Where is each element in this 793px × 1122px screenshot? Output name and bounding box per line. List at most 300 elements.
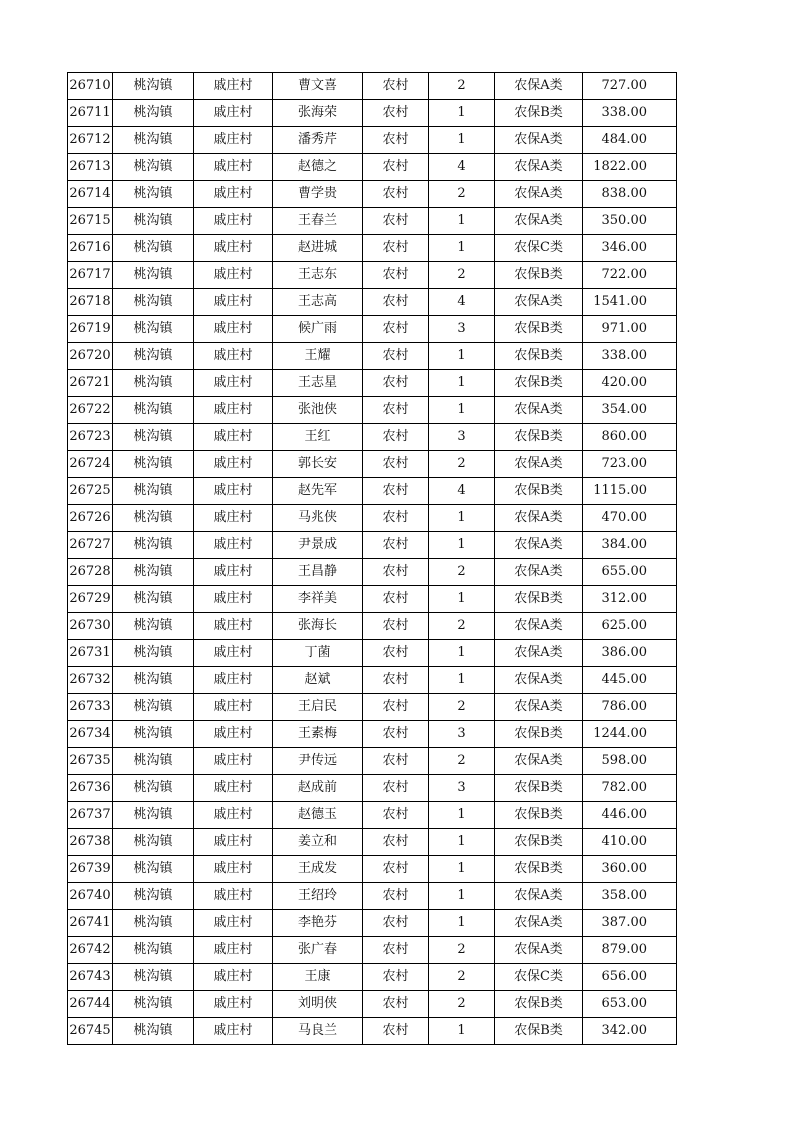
name-cell: 张池侠 [273, 397, 363, 424]
insurance-class-cell: 农保B类 [495, 100, 583, 127]
insurance-class-cell: 农保A类 [495, 667, 583, 694]
township-cell: 桃沟镇 [113, 964, 194, 991]
township-cell: 桃沟镇 [113, 775, 194, 802]
name-cell: 王春兰 [273, 208, 363, 235]
record-id-cell: 26718 [68, 289, 113, 316]
household-size-cell: 1 [429, 235, 495, 262]
name-cell: 候广雨 [273, 316, 363, 343]
household-size-cell: 2 [429, 181, 495, 208]
household-size-cell: 1 [429, 343, 495, 370]
table-row [68, 235, 677, 262]
village-cell: 戚庄村 [194, 343, 273, 370]
table-row [68, 640, 677, 667]
name-cell: 王耀 [273, 343, 363, 370]
insurance-class-cell: 农保C类 [495, 235, 583, 262]
amount-cell: 782.00 [583, 775, 677, 802]
name-cell: 李祥美 [273, 586, 363, 613]
record-id-cell: 26730 [68, 613, 113, 640]
record-id-cell: 26742 [68, 937, 113, 964]
amount-cell: 338.00 [583, 343, 677, 370]
insurance-class-cell: 农保A类 [495, 397, 583, 424]
insurance-class-cell: 农保A类 [495, 559, 583, 586]
amount-cell: 358.00 [583, 883, 677, 910]
insurance-class-cell: 农保A类 [495, 613, 583, 640]
township-cell: 桃沟镇 [113, 424, 194, 451]
township-cell: 桃沟镇 [113, 721, 194, 748]
name-cell: 赵进城 [273, 235, 363, 262]
area-type-cell: 农村 [363, 208, 429, 235]
name-cell: 张海荣 [273, 100, 363, 127]
table-row [68, 991, 677, 1018]
name-cell: 丁菌 [273, 640, 363, 667]
record-id-cell: 26736 [68, 775, 113, 802]
amount-cell: 723.00 [583, 451, 677, 478]
household-size-cell: 1 [429, 856, 495, 883]
household-size-cell: 1 [429, 640, 495, 667]
village-cell: 戚庄村 [194, 640, 273, 667]
table-row [68, 586, 677, 613]
area-type-cell: 农村 [363, 505, 429, 532]
name-cell: 王启民 [273, 694, 363, 721]
township-cell: 桃沟镇 [113, 370, 194, 397]
table-row [68, 667, 677, 694]
insurance-class-cell: 农保A类 [495, 127, 583, 154]
record-id-cell: 26715 [68, 208, 113, 235]
village-cell: 戚庄村 [194, 235, 273, 262]
record-id-cell: 26738 [68, 829, 113, 856]
record-id-cell: 26710 [68, 73, 113, 100]
household-size-cell: 1 [429, 505, 495, 532]
insurance-class-cell: 农保B类 [495, 802, 583, 829]
household-size-cell: 2 [429, 991, 495, 1018]
area-type-cell: 农村 [363, 73, 429, 100]
area-type-cell: 农村 [363, 721, 429, 748]
record-id-cell: 26737 [68, 802, 113, 829]
amount-cell: 446.00 [583, 802, 677, 829]
name-cell: 赵成前 [273, 775, 363, 802]
township-cell: 桃沟镇 [113, 181, 194, 208]
name-cell: 赵德玉 [273, 802, 363, 829]
record-id-cell: 26711 [68, 100, 113, 127]
area-type-cell: 农村 [363, 802, 429, 829]
village-cell: 戚庄村 [194, 532, 273, 559]
village-cell: 戚庄村 [194, 883, 273, 910]
insurance-class-cell: 农保B类 [495, 991, 583, 1018]
record-id-cell: 26713 [68, 154, 113, 181]
name-cell: 赵斌 [273, 667, 363, 694]
area-type-cell: 农村 [363, 154, 429, 181]
household-size-cell: 1 [429, 586, 495, 613]
household-size-cell: 1 [429, 127, 495, 154]
amount-cell: 360.00 [583, 856, 677, 883]
record-id-cell: 26743 [68, 964, 113, 991]
village-cell: 戚庄村 [194, 775, 273, 802]
name-cell: 王红 [273, 424, 363, 451]
name-cell: 王志东 [273, 262, 363, 289]
table-row [68, 694, 677, 721]
name-cell: 王绍玲 [273, 883, 363, 910]
village-cell: 戚庄村 [194, 937, 273, 964]
township-cell: 桃沟镇 [113, 802, 194, 829]
township-cell: 桃沟镇 [113, 991, 194, 1018]
township-cell: 桃沟镇 [113, 343, 194, 370]
township-cell: 桃沟镇 [113, 613, 194, 640]
village-cell: 戚庄村 [194, 694, 273, 721]
household-size-cell: 2 [429, 937, 495, 964]
amount-cell: 384.00 [583, 532, 677, 559]
insurance-class-cell: 农保A类 [495, 154, 583, 181]
area-type-cell: 农村 [363, 424, 429, 451]
table-row [68, 289, 677, 316]
insurance-class-cell: 农保B类 [495, 262, 583, 289]
village-cell: 戚庄村 [194, 154, 273, 181]
record-id-cell: 26719 [68, 316, 113, 343]
name-cell: 李艳芬 [273, 910, 363, 937]
township-cell: 桃沟镇 [113, 532, 194, 559]
insurance-class-cell: 农保B类 [495, 370, 583, 397]
household-size-cell: 4 [429, 478, 495, 505]
amount-cell: 656.00 [583, 964, 677, 991]
insurance-class-cell: 农保B类 [495, 316, 583, 343]
household-size-cell: 3 [429, 775, 495, 802]
record-id-cell: 26744 [68, 991, 113, 1018]
township-cell: 桃沟镇 [113, 100, 194, 127]
village-cell: 戚庄村 [194, 397, 273, 424]
amount-cell: 722.00 [583, 262, 677, 289]
record-id-cell: 26739 [68, 856, 113, 883]
household-size-cell: 1 [429, 883, 495, 910]
area-type-cell: 农村 [363, 748, 429, 775]
name-cell: 曹文喜 [273, 73, 363, 100]
amount-cell: 1541.00 [583, 289, 677, 316]
record-id-cell: 26729 [68, 586, 113, 613]
record-id-cell: 26727 [68, 532, 113, 559]
household-size-cell: 4 [429, 289, 495, 316]
table-row [68, 964, 677, 991]
table-row [68, 370, 677, 397]
table-row [68, 208, 677, 235]
village-cell: 戚庄村 [194, 748, 273, 775]
township-cell: 桃沟镇 [113, 127, 194, 154]
table-row [68, 451, 677, 478]
table-row [68, 748, 677, 775]
area-type-cell: 农村 [363, 370, 429, 397]
village-cell: 戚庄村 [194, 451, 273, 478]
amount-cell: 1244.00 [583, 721, 677, 748]
household-size-cell: 2 [429, 451, 495, 478]
table-row [68, 1018, 677, 1045]
amount-cell: 342.00 [583, 1018, 677, 1045]
area-type-cell: 农村 [363, 829, 429, 856]
table-row [68, 883, 677, 910]
amount-cell: 346.00 [583, 235, 677, 262]
table-row [68, 775, 677, 802]
village-cell: 戚庄村 [194, 127, 273, 154]
township-cell: 桃沟镇 [113, 640, 194, 667]
name-cell: 赵德之 [273, 154, 363, 181]
amount-cell: 410.00 [583, 829, 677, 856]
name-cell: 王志星 [273, 370, 363, 397]
household-size-cell: 3 [429, 424, 495, 451]
village-cell: 戚庄村 [194, 721, 273, 748]
amount-cell: 625.00 [583, 613, 677, 640]
household-size-cell: 2 [429, 748, 495, 775]
area-type-cell: 农村 [363, 937, 429, 964]
insurance-class-cell: 农保B类 [495, 478, 583, 505]
area-type-cell: 农村 [363, 694, 429, 721]
area-type-cell: 农村 [363, 1018, 429, 1045]
township-cell: 桃沟镇 [113, 667, 194, 694]
table-row [68, 397, 677, 424]
township-cell: 桃沟镇 [113, 262, 194, 289]
village-cell: 戚庄村 [194, 964, 273, 991]
name-cell: 张广春 [273, 937, 363, 964]
household-size-cell: 1 [429, 1018, 495, 1045]
insurance-class-cell: 农保A类 [495, 532, 583, 559]
table-row [68, 100, 677, 127]
village-cell: 戚庄村 [194, 856, 273, 883]
township-cell: 桃沟镇 [113, 694, 194, 721]
household-size-cell: 2 [429, 694, 495, 721]
table-row [68, 316, 677, 343]
household-size-cell: 2 [429, 73, 495, 100]
record-id-cell: 26716 [68, 235, 113, 262]
table-row [68, 262, 677, 289]
household-size-cell: 2 [429, 559, 495, 586]
amount-cell: 445.00 [583, 667, 677, 694]
name-cell: 王康 [273, 964, 363, 991]
record-id-cell: 26726 [68, 505, 113, 532]
table-row [68, 937, 677, 964]
amount-cell: 1115.00 [583, 478, 677, 505]
insurance-class-cell: 农保A类 [495, 748, 583, 775]
area-type-cell: 农村 [363, 856, 429, 883]
record-id-cell: 26717 [68, 262, 113, 289]
township-cell: 桃沟镇 [113, 154, 194, 181]
area-type-cell: 农村 [363, 478, 429, 505]
record-id-cell: 26725 [68, 478, 113, 505]
table-body [68, 73, 677, 1045]
village-cell: 戚庄村 [194, 829, 273, 856]
insurance-class-cell: 农保B类 [495, 775, 583, 802]
household-size-cell: 3 [429, 316, 495, 343]
amount-cell: 420.00 [583, 370, 677, 397]
amount-cell: 971.00 [583, 316, 677, 343]
household-size-cell: 2 [429, 613, 495, 640]
township-cell: 桃沟镇 [113, 937, 194, 964]
village-cell: 戚庄村 [194, 370, 273, 397]
table-row [68, 154, 677, 181]
records-table [67, 72, 677, 1045]
village-cell: 戚庄村 [194, 424, 273, 451]
area-type-cell: 农村 [363, 397, 429, 424]
table-row [68, 343, 677, 370]
household-size-cell: 1 [429, 667, 495, 694]
record-id-cell: 26721 [68, 370, 113, 397]
table-row [68, 829, 677, 856]
household-size-cell: 2 [429, 964, 495, 991]
township-cell: 桃沟镇 [113, 883, 194, 910]
table-row [68, 910, 677, 937]
table-row [68, 559, 677, 586]
insurance-class-cell: 农保A类 [495, 208, 583, 235]
area-type-cell: 农村 [363, 640, 429, 667]
village-cell: 戚庄村 [194, 667, 273, 694]
township-cell: 桃沟镇 [113, 73, 194, 100]
amount-cell: 387.00 [583, 910, 677, 937]
insurance-class-cell: 农保B类 [495, 586, 583, 613]
table-row [68, 532, 677, 559]
insurance-class-cell: 农保A类 [495, 73, 583, 100]
area-type-cell: 农村 [363, 235, 429, 262]
insurance-class-cell: 农保A类 [495, 694, 583, 721]
village-cell: 戚庄村 [194, 910, 273, 937]
record-id-cell: 26731 [68, 640, 113, 667]
village-cell: 戚庄村 [194, 559, 273, 586]
amount-cell: 838.00 [583, 181, 677, 208]
township-cell: 桃沟镇 [113, 505, 194, 532]
insurance-class-cell: 农保A类 [495, 937, 583, 964]
township-cell: 桃沟镇 [113, 478, 194, 505]
village-cell: 戚庄村 [194, 586, 273, 613]
name-cell: 王成发 [273, 856, 363, 883]
household-size-cell: 1 [429, 100, 495, 127]
area-type-cell: 农村 [363, 964, 429, 991]
area-type-cell: 农村 [363, 559, 429, 586]
area-type-cell: 农村 [363, 667, 429, 694]
township-cell: 桃沟镇 [113, 559, 194, 586]
table-row [68, 613, 677, 640]
township-cell: 桃沟镇 [113, 1018, 194, 1045]
village-cell: 戚庄村 [194, 1018, 273, 1045]
area-type-cell: 农村 [363, 451, 429, 478]
record-id-cell: 26732 [68, 667, 113, 694]
table-row [68, 478, 677, 505]
amount-cell: 386.00 [583, 640, 677, 667]
village-cell: 戚庄村 [194, 505, 273, 532]
name-cell: 赵先军 [273, 478, 363, 505]
insurance-class-cell: 农保B类 [495, 424, 583, 451]
insurance-class-cell: 农保A类 [495, 910, 583, 937]
household-size-cell: 1 [429, 397, 495, 424]
record-id-cell: 26728 [68, 559, 113, 586]
household-size-cell: 1 [429, 208, 495, 235]
village-cell: 戚庄村 [194, 289, 273, 316]
household-size-cell: 1 [429, 910, 495, 937]
insurance-class-cell: 农保A类 [495, 181, 583, 208]
area-type-cell: 农村 [363, 613, 429, 640]
village-cell: 戚庄村 [194, 208, 273, 235]
area-type-cell: 农村 [363, 775, 429, 802]
record-id-cell: 26734 [68, 721, 113, 748]
name-cell: 潘秀芹 [273, 127, 363, 154]
amount-cell: 860.00 [583, 424, 677, 451]
insurance-class-cell: 农保B类 [495, 343, 583, 370]
insurance-class-cell: 农保A类 [495, 640, 583, 667]
name-cell: 尹景成 [273, 532, 363, 559]
name-cell: 张海长 [273, 613, 363, 640]
amount-cell: 470.00 [583, 505, 677, 532]
township-cell: 桃沟镇 [113, 748, 194, 775]
household-size-cell: 4 [429, 154, 495, 181]
amount-cell: 312.00 [583, 586, 677, 613]
amount-cell: 598.00 [583, 748, 677, 775]
name-cell: 马兆侠 [273, 505, 363, 532]
insurance-class-cell: 农保A类 [495, 505, 583, 532]
name-cell: 王素梅 [273, 721, 363, 748]
household-size-cell: 1 [429, 370, 495, 397]
area-type-cell: 农村 [363, 127, 429, 154]
area-type-cell: 农村 [363, 181, 429, 208]
record-id-cell: 26724 [68, 451, 113, 478]
amount-cell: 354.00 [583, 397, 677, 424]
record-id-cell: 26733 [68, 694, 113, 721]
township-cell: 桃沟镇 [113, 397, 194, 424]
insurance-class-cell: 农保A类 [495, 289, 583, 316]
household-size-cell: 3 [429, 721, 495, 748]
name-cell: 尹传远 [273, 748, 363, 775]
insurance-class-cell: 农保B类 [495, 1018, 583, 1045]
area-type-cell: 农村 [363, 883, 429, 910]
household-size-cell: 1 [429, 532, 495, 559]
household-size-cell: 2 [429, 262, 495, 289]
table-row [68, 127, 677, 154]
name-cell: 马良兰 [273, 1018, 363, 1045]
area-type-cell: 农村 [363, 532, 429, 559]
name-cell: 郭长安 [273, 451, 363, 478]
name-cell: 曹学贵 [273, 181, 363, 208]
area-type-cell: 农村 [363, 910, 429, 937]
insurance-class-cell: 农保C类 [495, 964, 583, 991]
village-cell: 戚庄村 [194, 478, 273, 505]
village-cell: 戚庄村 [194, 181, 273, 208]
record-id-cell: 26740 [68, 883, 113, 910]
township-cell: 桃沟镇 [113, 451, 194, 478]
record-id-cell: 26723 [68, 424, 113, 451]
insurance-class-cell: 农保B类 [495, 721, 583, 748]
area-type-cell: 农村 [363, 343, 429, 370]
name-cell: 姜立和 [273, 829, 363, 856]
record-id-cell: 26735 [68, 748, 113, 775]
area-type-cell: 农村 [363, 262, 429, 289]
insurance-class-cell: 农保B类 [495, 829, 583, 856]
township-cell: 桃沟镇 [113, 316, 194, 343]
area-type-cell: 农村 [363, 289, 429, 316]
record-id-cell: 26720 [68, 343, 113, 370]
township-cell: 桃沟镇 [113, 235, 194, 262]
village-cell: 戚庄村 [194, 991, 273, 1018]
amount-cell: 653.00 [583, 991, 677, 1018]
record-id-cell: 26712 [68, 127, 113, 154]
amount-cell: 655.00 [583, 559, 677, 586]
area-type-cell: 农村 [363, 316, 429, 343]
household-size-cell: 1 [429, 829, 495, 856]
area-type-cell: 农村 [363, 100, 429, 127]
village-cell: 戚庄村 [194, 316, 273, 343]
township-cell: 桃沟镇 [113, 208, 194, 235]
table-row [68, 802, 677, 829]
village-cell: 戚庄村 [194, 262, 273, 289]
record-id-cell: 26714 [68, 181, 113, 208]
record-id-cell: 26745 [68, 1018, 113, 1045]
table-row [68, 721, 677, 748]
amount-cell: 1822.00 [583, 154, 677, 181]
township-cell: 桃沟镇 [113, 910, 194, 937]
amount-cell: 338.00 [583, 100, 677, 127]
insurance-class-cell: 农保B类 [495, 856, 583, 883]
name-cell: 王昌静 [273, 559, 363, 586]
township-cell: 桃沟镇 [113, 586, 194, 613]
